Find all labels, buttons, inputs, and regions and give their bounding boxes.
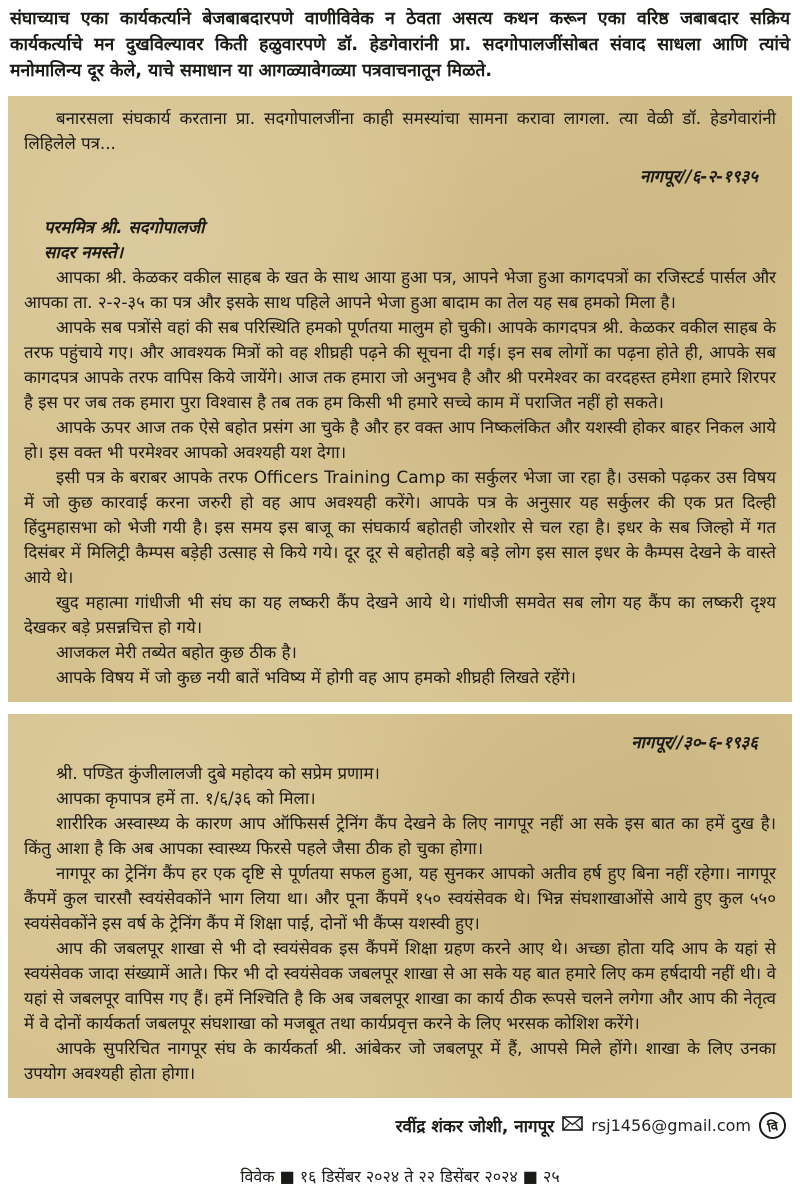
letter-1-greeting: सादर नमस्ते। — [44, 242, 124, 262]
letter-1-block — [8, 96, 792, 702]
letter-2-paragraph: शारीरिक अस्वास्थ्य के कारण आप ऑफिसर्स ट्रेनिंग कैंप देखने के लिए नागपूर नहीं आ सके इस बात का हमें दुख है। किंतु आशा है कि अब आपका स्वास्थ्य फिरसे पहले जैसा ठीक हो चुका होगा। — [24, 813, 776, 858]
letter-2-paragraph: आपके सुपरिचित नागपूर संघ के कार्यकर्ता श्री. आंबेकर जो जबलपूर में हैं, आपसे मिले होंगे। शाखा के लिए उनका उपयोग अवश्यही होता होगा। — [24, 1038, 776, 1083]
letter-1-dateline: नागपूर//६-२-१९३५ — [639, 166, 758, 186]
letter-1-salutation: परममित्र श्री. सदगोपालजी — [44, 217, 205, 237]
letter-1-paragraph: आजकल मेरी तब्येत बहोत कुछ ठीक है। — [56, 642, 297, 662]
letter-2-block — [8, 714, 792, 1098]
letter-1-paragraph: आपके ऊपर आज तक ऐसे बहोत प्रसंग आ चुके है और हर वक्त आप निष्कलंकित और यशस्वी होकर बाहर निकल आये हो। इस वक्त भी परमेश्वर आपको अवश्यही यश देगा। — [24, 417, 776, 462]
letter-2-paragraph: श्री. पण्डित कुंजीलालजी दुबे महोदय को सप्रेम प्रणाम। — [56, 763, 380, 783]
envelope-icon — [562, 1116, 583, 1136]
letter-1-preface: बनारसला संघकार्य करताना प्रा. सदगोपालजींना काही समस्यांचा सामना करावा लागला. त्या वेळी डॉ. हेडगेवारांनी लिहिलेले पत्र... — [24, 108, 776, 153]
intro-paragraph: संघाच्याच एका कार्यकर्त्याने बेजबाबदारपणे वाणीविवेक न ठेवता असत्य कथन करून एका वरिष्ठ जबाबदार सक्रिय कार्यकर्त्याचे मन दुखविल्यावर किती हळुवारपणे डॉ. हेडगेवारांनी प्रा. सदगोपालजींसोबत संवाद साधला आणि त्यांचे मनोमालिन्य दूर केले, याचे समाधान या आगळ्यावेगळ्या पत्रवाचनातून मिळते. — [10, 9, 790, 81]
letter-2-paragraph: आपका कृपापत्र हमें ता. १/६/३६ को मिला। — [56, 788, 316, 808]
letter-1-paragraph: आपका श्री. केळकर वकील साहब के खत के साथ आया हुआ पत्र, आपने भेजा हुआ कागदपत्रों का रजिस्टर्ड पार्सल और आपका ता. २-२-३५ का पत्र और इसके साथ पहिले आपने भेजा हुआ बादाम का तेल यह सब हमको मिला है। — [24, 267, 776, 312]
page-footer: विवेक ■ १६ डिसेंबर २०२४ ते २२ डिसेंबर २०२४ ■ २५ — [240, 1167, 560, 1186]
letter-1-paragraph: खुद महात्मा गांधीजी भी संघ का यह लष्करी कैंप देखने आये थे। गांधीजी समवेत सब लोग यह कैंप का लष्करी दृश्य देखकर बड़े प्रसन्नचित्त हो गये। — [24, 592, 776, 637]
letter-2-paragraph: नागपूर का ट्रेनिंग कैंप हर एक दृष्टि से पूर्णतया सफल हुआ, यह सुनकर आपको अतीव हर्ष हुए बिना नहीं रहेगा। नागपूर कैंपमें कुल चारसौ स्वयंसेवकोंने भाग लिया था। और पूना कैंपमें १५० स्वयंसेवक थे। भिन्न संघशाखाओंसे आये हुए कुल ५५० स्वयंसेवकोंने इस वर्ष के ट्रेनिंग कैंप में शिक्षा पाई, दोनों भी कैंप्स यशस्वी हुए। — [24, 863, 776, 933]
letter-1-paragraph: आपके विषय में जो कुछ नयी बातें भविष्य में होगी वह आप हमको शीघ्रही लिखते रहेंगे। — [56, 667, 576, 687]
letter-2-dateline: नागपूर//३०-६-१९३६ — [631, 732, 758, 752]
author-name: रवींद्र शंकर जोशी, नागपूर — [395, 1117, 555, 1137]
author-email: rsj1456@gmail.com — [591, 1116, 751, 1135]
letter-1-paragraph: आपके सब पत्रोंसे वहां की सब परिस्थिति हमको पूर्णतया मालुम हो चुकी। आपके कागदपत्र श्री. केळकर वकील साहब के तरफ पहुंचाये गए। और आवश्यक मित्रों को वह शीघ्रही पढ़ने की सूचना दी गई। इन सब लोगों का पढ़ना होते ही, आपके सब कागदपत्र आपके तरफ वापिस किये जायेंगे। आज तक हमारा जो अनुभव है और श्री परमेश्वर का वरदहस्त हमेशा हमारे शिरपर है इस पर जब तक हमारा पुरा विश्वास है तब तक हम किसी भी हमारे सच्चे काम में पराजित नहीं हो सकते। — [24, 317, 776, 412]
letter-2-paragraph: आप की जबलपूर शाखा से भी दो स्वयंसेवक इस कैंपमें शिक्षा ग्रहण करने आए थे। अच्छा होता यदि आप के यहां से स्वयंसेवक जादा संख्यामें आते। फिर भी दो स्वयंसेवक जबलपूर शाखा से आ सके यह बात हमारे लिए कम हर्षदायी नहीं थी। वे यहां से जबलपूर वापिस गए हैं। हमें निश्चिति है कि अब जबलपूर शाखा का कार्य ठीक रूपसे चलने लगेगा और आप की नेतृत्व में वे दोनों कार्यकर्ता जबलपूर संघशाखा को मजबूत तथा कार्यप्रवृत्त करने के लिए भरसक कोशिश करेंगे। — [24, 938, 776, 1033]
letter-1-paragraph: इसी पत्र के बराबर आपके तरफ Officers Training Camp का सर्कुलर भेजा जा रहा है। उसको पढ़कर उस विषय में जो कुछ कारवाई करना जरुरी हो वह आप अवश्यही करेंगे। आपके पत्र के अनुसार यह सर्कुलर की एक प्रत दिल्ही हिंदुमहासभा को भेजी गयी है। इस समय इस बाजू का संघकार्य बहोतही जोरशोर से चल रहा है। इधर के सब जिल्हो में गत दिसंबर में मिलिट्री कैम्पस बड़ेही उत्साह से किये गये। दूर दूर से बहोतही बड़े बड़े लोग इस साल इधर के कैम्पस देखने के वास्ते आये थे। — [24, 467, 776, 587]
author-signature-row — [0, 1112, 786, 1139]
vivek-magazine-logo: वि — [757, 1110, 788, 1141]
